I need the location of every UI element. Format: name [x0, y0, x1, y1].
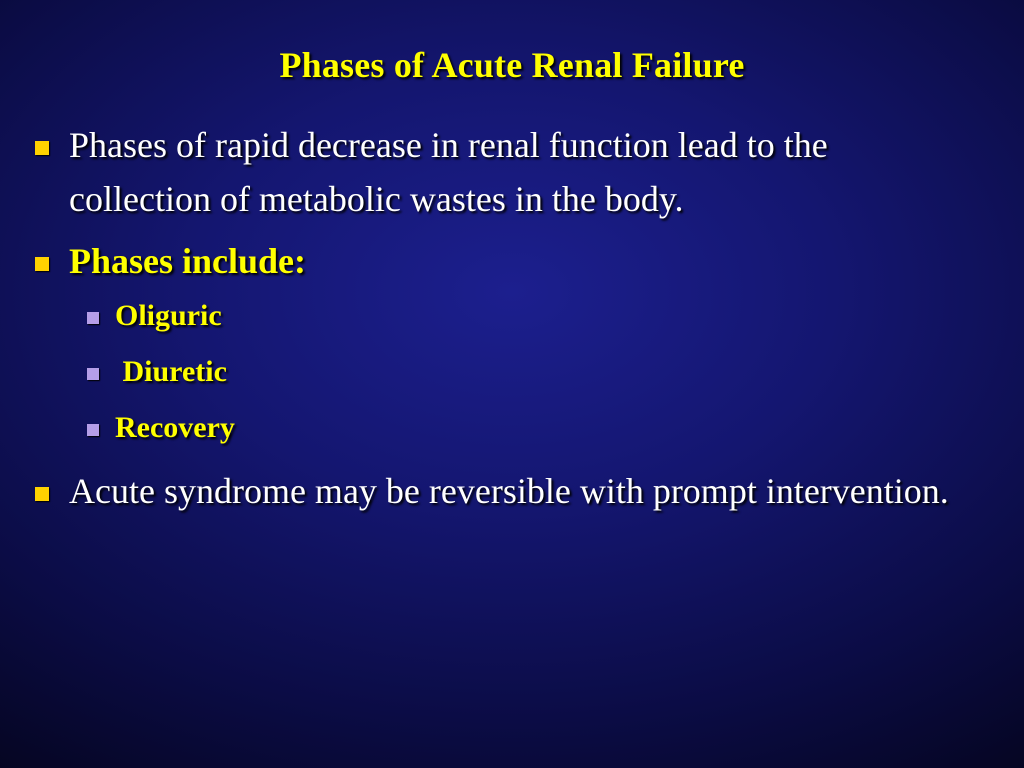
bullet-text: Acute syndrome may be reversible with prompt intervention. — [69, 471, 949, 511]
sub-bullet-item — [0, 352, 1024, 392]
bullet-list — [0, 118, 1024, 518]
sub-bullet-text: Oliguric — [115, 299, 222, 332]
sub-bullet-text: Recovery — [115, 411, 235, 444]
sub-bullet-item — [0, 408, 1024, 448]
bullet-item — [0, 464, 1024, 518]
bullet-item — [0, 118, 1024, 226]
bullet-text: Phases include: — [69, 241, 307, 281]
sub-bullet-text: Diuretic — [115, 355, 227, 388]
bullet-text: Phases of rapid decrease in renal function lead to the collection of metabolic wastes in the body. — [69, 125, 828, 219]
square-bullet-icon — [35, 141, 49, 155]
square-bullet-icon — [87, 368, 99, 380]
square-bullet-icon — [87, 424, 99, 436]
square-bullet-icon — [87, 312, 99, 324]
sub-bullet-item — [0, 296, 1024, 336]
bullet-item — [0, 234, 1024, 288]
square-bullet-icon — [35, 487, 49, 501]
slide-title: Phases of Acute Renal Failure — [279, 45, 745, 85]
square-bullet-icon — [35, 257, 49, 271]
